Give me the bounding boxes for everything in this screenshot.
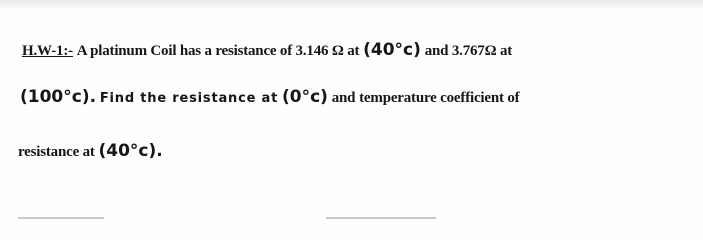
temperature-40c-second: (40°c). — [98, 141, 163, 161]
line1-middle: and 3.767Ω at — [424, 43, 513, 59]
bottom-edge-mark-left — [18, 217, 104, 219]
temperature-100c: (100°c). — [20, 87, 97, 107]
line2-and: and — [331, 90, 356, 106]
line1-text: A platinum Coil has a resistance of 3.146 Ω at — [76, 43, 360, 59]
temperature-0c: (0°c) — [281, 87, 328, 107]
bottom-edge-mark-right — [326, 217, 436, 219]
top-edge-shadow — [0, 0, 703, 10]
problem-line-1 — [22, 40, 512, 60]
problem-line-3 — [18, 141, 163, 161]
problem-label: H.W-1:- — [22, 43, 73, 59]
line2-tail: temperature coefficient of — [359, 90, 520, 106]
line2-text: Find the resistance at — [99, 91, 279, 106]
temperature-40c-first: (40°c) — [363, 40, 421, 60]
line3-text: resistance at — [18, 144, 95, 160]
problem-line-2 — [20, 87, 519, 107]
